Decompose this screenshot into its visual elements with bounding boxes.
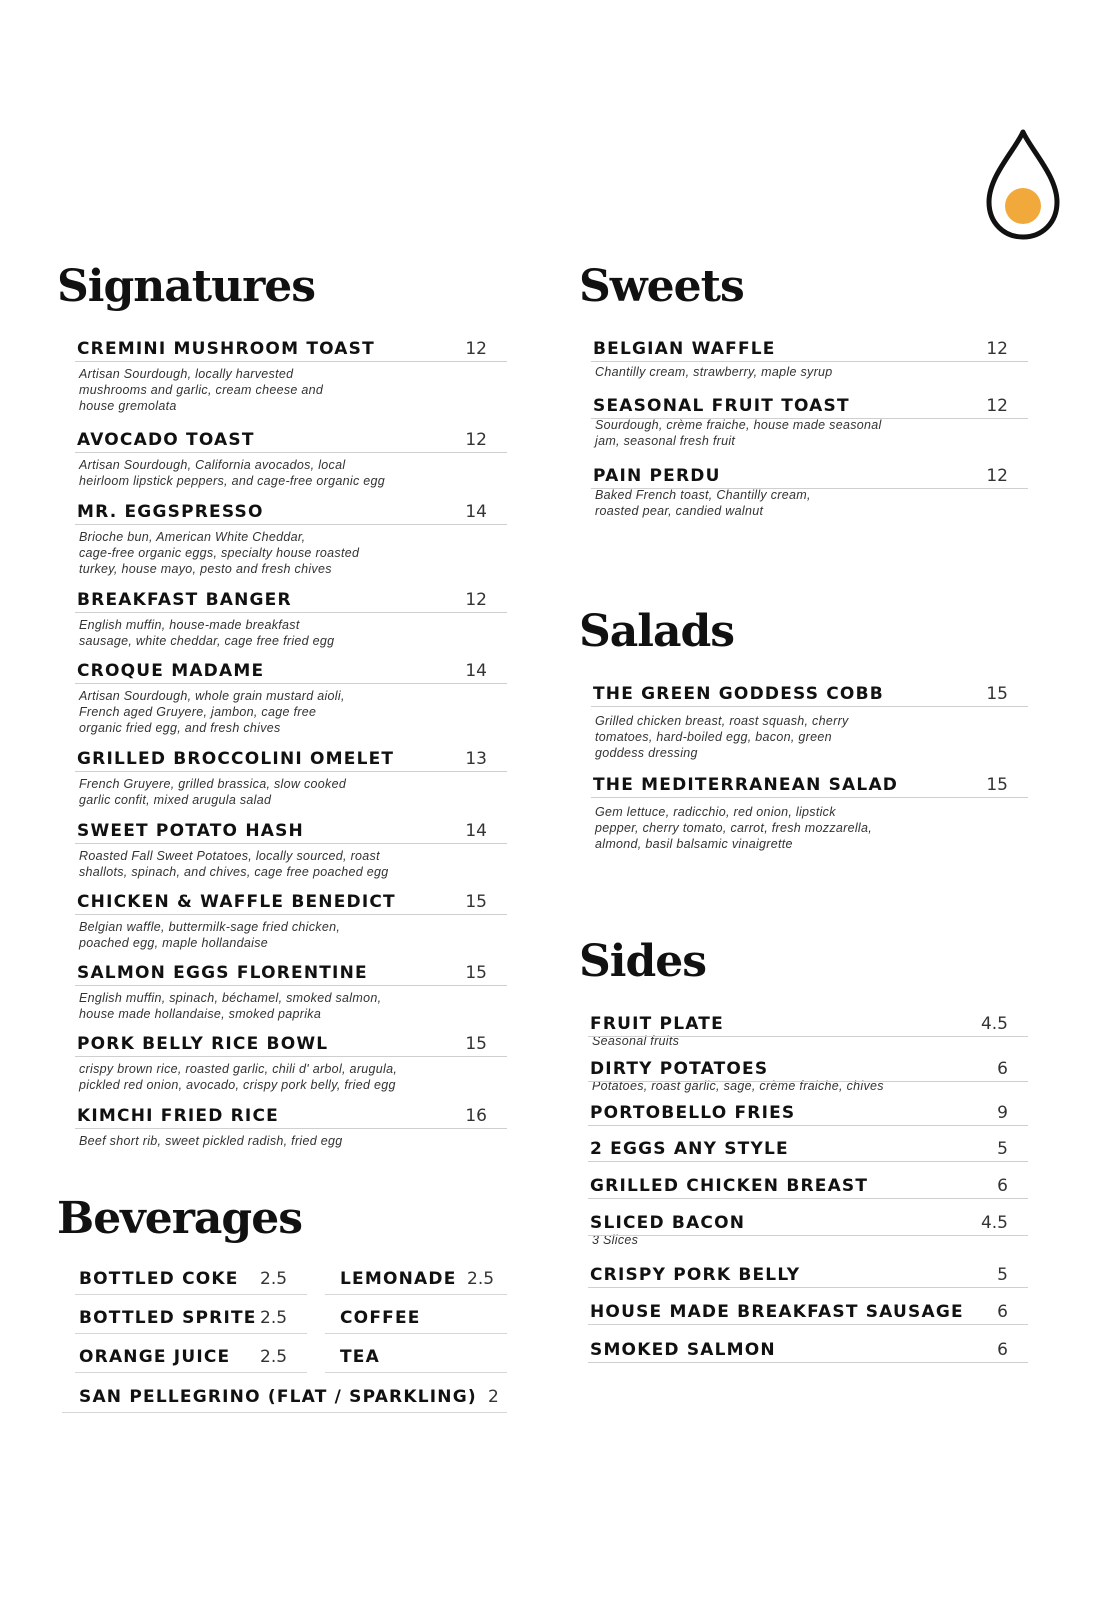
item-name: CREMINI MUSHROOM TOAST	[77, 339, 375, 359]
item-name: SALMON EGGS FLORENTINE	[77, 963, 368, 983]
item-name: SEASONAL FRUIT TOAST	[593, 396, 850, 416]
menu-item	[75, 589, 507, 649]
menu-item	[75, 1105, 507, 1149]
item-price: 2.5	[467, 1269, 495, 1289]
item-name: LEMONADE	[340, 1269, 457, 1289]
item-name: ORANGE JUICE	[79, 1347, 231, 1367]
egg-drop-logo-icon	[985, 128, 1061, 242]
item-price: 2	[488, 1387, 499, 1407]
menu-item	[75, 748, 507, 808]
item-price: 2.5	[260, 1269, 288, 1289]
beverage-item	[325, 1345, 507, 1373]
item-name: SWEET POTATO HASH	[77, 821, 304, 841]
menu-item	[588, 1175, 1028, 1199]
beverage-item	[75, 1345, 307, 1373]
beverage-item	[75, 1267, 307, 1295]
item-price: 14	[465, 821, 487, 841]
item-name: THE GREEN GODDESS COBB	[593, 684, 884, 704]
menu-item	[591, 465, 1028, 519]
menu-item	[75, 338, 507, 414]
item-description: 3 Slices	[592, 1233, 639, 1247]
beverage-item	[75, 1306, 307, 1334]
item-name: PORTOBELLO FRIES	[590, 1103, 796, 1123]
signatures-heading: Signatures	[57, 261, 316, 312]
item-name: BOTTLED COKE	[79, 1269, 239, 1289]
item-name: HOUSE MADE BREAKFAST SAUSAGE	[590, 1302, 964, 1322]
sweets-heading: Sweets	[579, 261, 744, 312]
item-price: 15	[465, 892, 487, 912]
item-name: BELGIAN WAFFLE	[593, 339, 776, 359]
item-price: 6	[997, 1340, 1008, 1360]
item-name: SAN PELLEGRINO (FLAT / SPARKLING)	[79, 1387, 477, 1407]
item-name: TEA	[340, 1347, 380, 1367]
sides-heading: Sides	[579, 936, 707, 987]
item-description: Beef short rib, sweet pickled radish, fried egg	[79, 1134, 343, 1148]
item-description: Artisan Sourdough, whole grain mustard aioli, French aged Gruyere, jambon, cage free organic fried egg, and fresh chives	[79, 689, 345, 735]
item-price: 15	[986, 684, 1008, 704]
menu-item	[588, 1339, 1028, 1363]
item-price: 15	[986, 775, 1008, 795]
beverage-item	[325, 1267, 507, 1295]
item-price: 14	[465, 502, 487, 522]
item-description: crispy brown rice, roasted garlic, chili d' arbol, arugula, pickled red onion, avocado, crispy pork belly, fried egg	[79, 1062, 398, 1092]
menu-item	[591, 683, 1028, 761]
item-price: 9	[997, 1103, 1008, 1123]
item-price: 5	[997, 1139, 1008, 1159]
menu-item	[588, 1212, 1028, 1248]
menu-item	[588, 1013, 1028, 1049]
item-name: CROQUE MADAME	[77, 661, 265, 681]
item-description: Roasted Fall Sweet Potatoes, locally sourced, roast shallots, spinach, and chives, cage free poached egg	[79, 849, 389, 879]
item-name: CHICKEN & WAFFLE BENEDICT	[77, 892, 396, 912]
item-name: COFFEE	[340, 1308, 421, 1328]
item-description: Grilled chicken breast, roast squash, cherry tomatoes, hard-boiled egg, bacon, green goddess dressing	[595, 714, 849, 760]
item-name: BOTTLED SPRITE	[79, 1308, 257, 1328]
item-description: English muffin, spinach, béchamel, smoked salmon, house made hollandaise, smoked paprika	[79, 991, 382, 1021]
item-name: BREAKFAST BANGER	[77, 590, 292, 610]
item-description: Potatoes, roast garlic, sage, crème fraiche, chives	[592, 1079, 884, 1093]
item-price: 5	[997, 1265, 1008, 1285]
item-price: 12	[986, 466, 1008, 486]
item-price: 12	[986, 396, 1008, 416]
item-name: AVOCADO TOAST	[77, 430, 255, 450]
item-price: 13	[465, 749, 487, 769]
beverages-heading: Beverages	[57, 1193, 302, 1244]
item-price: 16	[465, 1106, 487, 1126]
item-description: Seasonal fruits	[592, 1034, 680, 1048]
item-name: SMOKED SALMON	[590, 1340, 776, 1360]
item-name: FRUIT PLATE	[590, 1014, 724, 1034]
item-description: Sourdough, crème fraiche, house made seasonal jam, seasonal fresh fruit	[595, 418, 882, 448]
menu-item	[591, 774, 1028, 852]
item-description: Brioche bun, American White Cheddar, cage-free organic eggs, specialty house roasted turkey, house mayo, pesto and fresh chives	[79, 530, 360, 576]
menu-item	[75, 501, 507, 577]
menu-item	[588, 1264, 1028, 1288]
menu-item	[75, 820, 507, 880]
item-description: Gem lettuce, radicchio, red onion, lipstick pepper, cherry tomato, carrot, fresh mozzarella, almond, basil balsamic vinaigrette	[595, 805, 873, 851]
menu-item	[75, 962, 507, 1022]
item-name: PAIN PERDU	[593, 466, 721, 486]
item-price: 14	[465, 661, 487, 681]
menu-item	[75, 660, 507, 736]
item-name: DIRTY POTATOES	[590, 1059, 769, 1079]
item-description: Chantilly cream, strawberry, maple syrup	[595, 365, 833, 379]
item-description: Belgian waffle, buttermilk-sage fried chicken, poached egg, maple hollandaise	[79, 920, 341, 950]
item-price: 12	[465, 430, 487, 450]
item-name: PORK BELLY RICE BOWL	[77, 1034, 329, 1054]
item-price: 2.5	[260, 1347, 288, 1367]
item-price: 15	[465, 1034, 487, 1054]
item-price: 4.5	[980, 1014, 1008, 1034]
menu-item	[75, 429, 507, 489]
item-description: Artisan Sourdough, California avocados, local heirloom lipstick peppers, and cage-free organic egg	[79, 458, 386, 488]
item-name: SLICED BACON	[590, 1213, 746, 1233]
menu-item	[591, 338, 1028, 380]
item-description: Baked French toast, Chantilly cream, roasted pear, candied walnut	[595, 488, 811, 518]
item-name: KIMCHI FRIED RICE	[77, 1106, 279, 1126]
item-description: Artisan Sourdough, locally harvested mushrooms and garlic, cream cheese and house gremolata	[79, 367, 324, 413]
item-name: THE MEDITERRANEAN SALAD	[593, 775, 899, 795]
item-price: 12	[465, 339, 487, 359]
item-name: GRILLED CHICKEN BREAST	[590, 1176, 869, 1196]
item-price: 6	[997, 1302, 1008, 1322]
menu-item	[75, 1033, 507, 1093]
item-price: 15	[465, 963, 487, 983]
item-name: GRILLED BROCCOLINI OMELET	[77, 749, 395, 769]
item-description: English muffin, house-made breakfast sausage, white cheddar, cage free fried egg	[79, 618, 335, 648]
beverage-item	[325, 1306, 507, 1334]
salads-heading: Salads	[579, 606, 735, 657]
menu-item	[588, 1138, 1028, 1162]
menu-item	[591, 395, 1028, 449]
item-price: 4.5	[980, 1213, 1008, 1233]
menu-item	[75, 891, 507, 951]
item-price: 6	[997, 1059, 1008, 1079]
item-description: French Gruyere, grilled brassica, slow cooked garlic confit, mixed arugula salad	[79, 777, 347, 807]
item-name: MR. EGGSPRESSO	[77, 502, 264, 522]
menu-item	[588, 1058, 1028, 1094]
item-price: 2.5	[260, 1308, 288, 1328]
item-price: 12	[465, 590, 487, 610]
item-name: 2 EGGS ANY STYLE	[590, 1139, 789, 1159]
item-price: 6	[997, 1176, 1008, 1196]
item-price: 12	[986, 339, 1008, 359]
menu-item	[588, 1301, 1028, 1325]
item-name: CRISPY PORK BELLY	[590, 1265, 801, 1285]
menu-item	[588, 1102, 1028, 1126]
beverage-item	[62, 1385, 507, 1413]
